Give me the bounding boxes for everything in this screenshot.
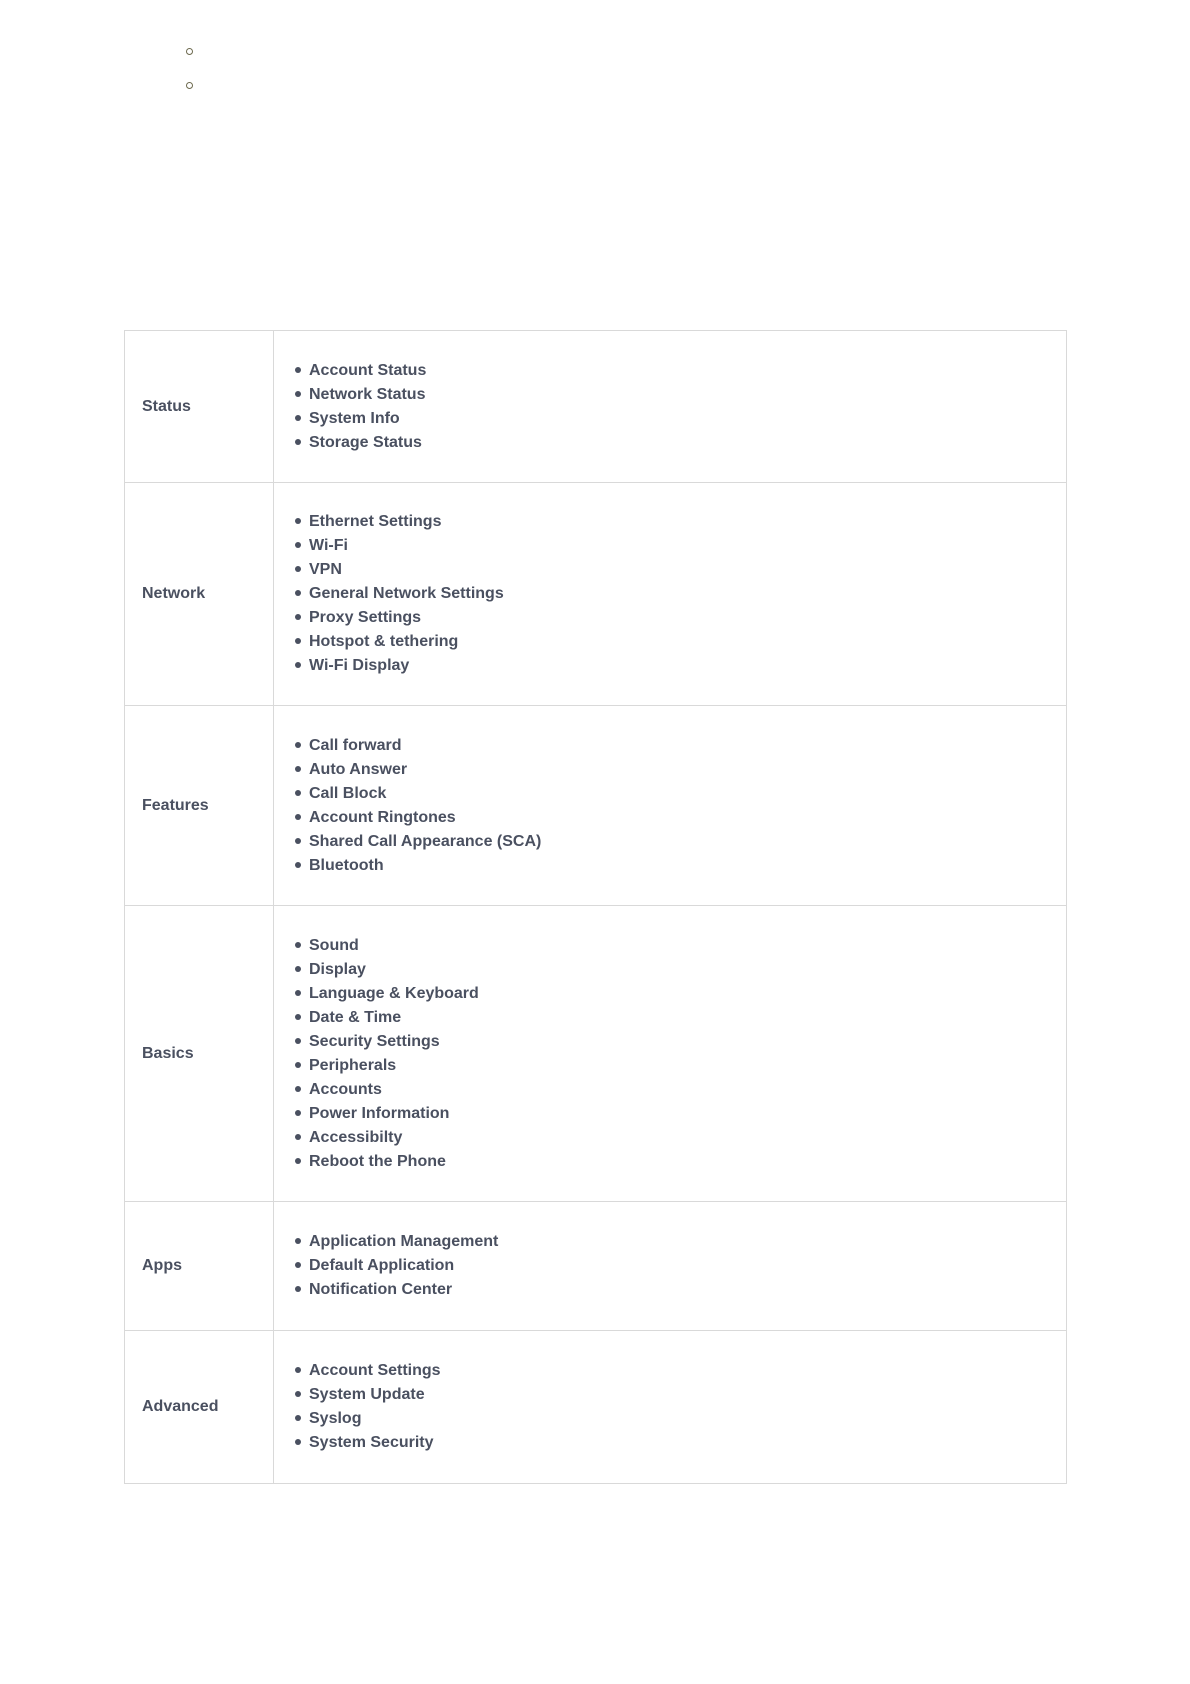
list-item (295, 958, 1066, 982)
hollow-bullet-icon (186, 48, 193, 55)
bullet-icon (295, 990, 301, 996)
bullet-icon (295, 1238, 301, 1244)
bullet-icon (295, 1134, 301, 1140)
item-label: Notification Center (309, 1281, 453, 1298)
items-cell (274, 1202, 1067, 1331)
list-item (295, 854, 1066, 878)
bullet-icon (295, 415, 301, 421)
category-cell: Network (125, 483, 274, 706)
list-item (295, 1383, 1066, 1407)
category-cell: Status (125, 331, 274, 483)
item-list (295, 1359, 1066, 1455)
list-item (295, 558, 1066, 582)
bullet-icon (295, 542, 301, 548)
list-item (295, 1102, 1066, 1126)
bullet-icon (295, 566, 301, 572)
item-label: Language & Keyboard (309, 984, 479, 1002)
list-item (295, 1431, 1066, 1455)
item-label: Peripherals (309, 1056, 397, 1074)
list-item (295, 734, 1066, 758)
item-label: Storage Status (309, 433, 422, 451)
bullet-icon (295, 838, 301, 844)
category-cell: Advanced (125, 1331, 274, 1484)
item-label: Account Status (309, 361, 427, 379)
list-item (295, 934, 1066, 958)
item-list (295, 734, 1066, 878)
bullet-icon (295, 367, 301, 373)
list-item (295, 806, 1066, 830)
item-list (295, 359, 1066, 455)
bullet-icon (295, 1439, 301, 1445)
list-item (295, 359, 1066, 383)
table-row-network (125, 483, 1067, 706)
item-label: Wi-Fi Display (309, 657, 410, 674)
bullet-icon (295, 1110, 301, 1116)
item-label: Security Settings (309, 1032, 440, 1050)
table-row-advanced (125, 1331, 1067, 1484)
hollow-bullet-icon (186, 82, 193, 89)
list-item (295, 510, 1066, 534)
list-item (295, 758, 1066, 782)
list-item (295, 1407, 1066, 1431)
item-label: Display (309, 960, 366, 978)
list-item (295, 782, 1066, 806)
list-item (295, 1230, 1066, 1254)
bullet-icon (295, 742, 301, 748)
item-label: Call forward (309, 736, 402, 754)
item-label: Power Information (309, 1104, 450, 1122)
list-item (295, 1150, 1066, 1174)
category-cell: Apps (125, 1202, 274, 1331)
bullet-icon (295, 1014, 301, 1020)
table-row-status (125, 331, 1067, 483)
item-label: Accessibilty (309, 1128, 403, 1146)
items-cell (274, 906, 1067, 1202)
item-label: Application Management (309, 1233, 499, 1250)
items-cell (274, 331, 1067, 483)
bullet-icon (295, 862, 301, 868)
item-label: Network Status (309, 385, 426, 403)
category-cell: Basics (125, 906, 274, 1202)
item-label: Sound (309, 936, 359, 954)
list-item (295, 383, 1066, 407)
bullet-icon (295, 590, 301, 596)
item-label: Default Application (309, 1257, 455, 1274)
list-item (295, 1254, 1066, 1278)
item-list (295, 934, 1066, 1174)
list-item (295, 606, 1066, 630)
item-label: Ethernet Settings (309, 513, 442, 530)
list-item (295, 1359, 1066, 1383)
bullet-icon (295, 942, 301, 948)
list-item (295, 982, 1066, 1006)
bullet-icon (295, 814, 301, 820)
item-label: System Security (309, 1434, 434, 1451)
item-list (295, 510, 1066, 678)
items-cell (274, 483, 1067, 706)
item-label: Account Settings (309, 1362, 441, 1379)
items-cell (274, 706, 1067, 906)
list-item (295, 1126, 1066, 1150)
item-label: System Info (309, 409, 400, 427)
item-label: VPN (309, 561, 342, 578)
bullet-icon (295, 1262, 301, 1268)
list-item (295, 1054, 1066, 1078)
bullet-icon (295, 1086, 301, 1092)
items-cell (274, 1331, 1067, 1484)
bullet-icon (295, 1062, 301, 1068)
item-label: General Network Settings (309, 585, 504, 602)
table-row-apps (125, 1202, 1067, 1331)
item-label: System Update (309, 1386, 425, 1403)
item-label: Account Ringtones (309, 808, 456, 826)
category-cell: Features (125, 706, 274, 906)
bullet-icon (295, 439, 301, 445)
table-row-features (125, 706, 1067, 906)
list-item (295, 1006, 1066, 1030)
bullet-icon (295, 1158, 301, 1164)
item-label: Wi-Fi (309, 537, 348, 554)
bullet-icon (295, 790, 301, 796)
item-label: Bluetooth (309, 856, 384, 874)
list-item (295, 534, 1066, 558)
list-item (295, 830, 1066, 854)
bullet-icon (295, 391, 301, 397)
item-label: Auto Answer (309, 760, 408, 778)
bullet-icon (295, 1286, 301, 1292)
list-item (295, 1078, 1066, 1102)
item-list (295, 1230, 1066, 1302)
table-row-basics (125, 906, 1067, 1202)
bullet-icon (295, 966, 301, 972)
bullet-icon (295, 1415, 301, 1421)
item-label: Reboot the Phone (309, 1152, 446, 1170)
list-item (295, 582, 1066, 606)
bullet-icon (295, 766, 301, 772)
list-item (295, 431, 1066, 455)
item-label: Proxy Settings (309, 609, 422, 626)
bullet-icon (295, 518, 301, 524)
settings-menu-table (124, 330, 1067, 1484)
bullet-icon (295, 662, 301, 668)
list-item (295, 1278, 1066, 1302)
bullet-icon (295, 638, 301, 644)
item-label: Date & Time (309, 1008, 402, 1026)
bullet-icon (295, 1038, 301, 1044)
item-label: Hotspot & tethering (309, 633, 459, 650)
bullet-icon (295, 1391, 301, 1397)
bullet-icon (295, 614, 301, 620)
list-item (295, 1030, 1066, 1054)
list-item (295, 630, 1066, 654)
item-label: Call Block (309, 784, 387, 802)
item-label: Accounts (309, 1080, 382, 1098)
list-item (295, 407, 1066, 431)
bullet-icon (295, 1367, 301, 1373)
list-item (295, 654, 1066, 678)
item-label: Syslog (309, 1410, 362, 1427)
item-label: Shared Call Appearance (SCA) (309, 832, 542, 850)
